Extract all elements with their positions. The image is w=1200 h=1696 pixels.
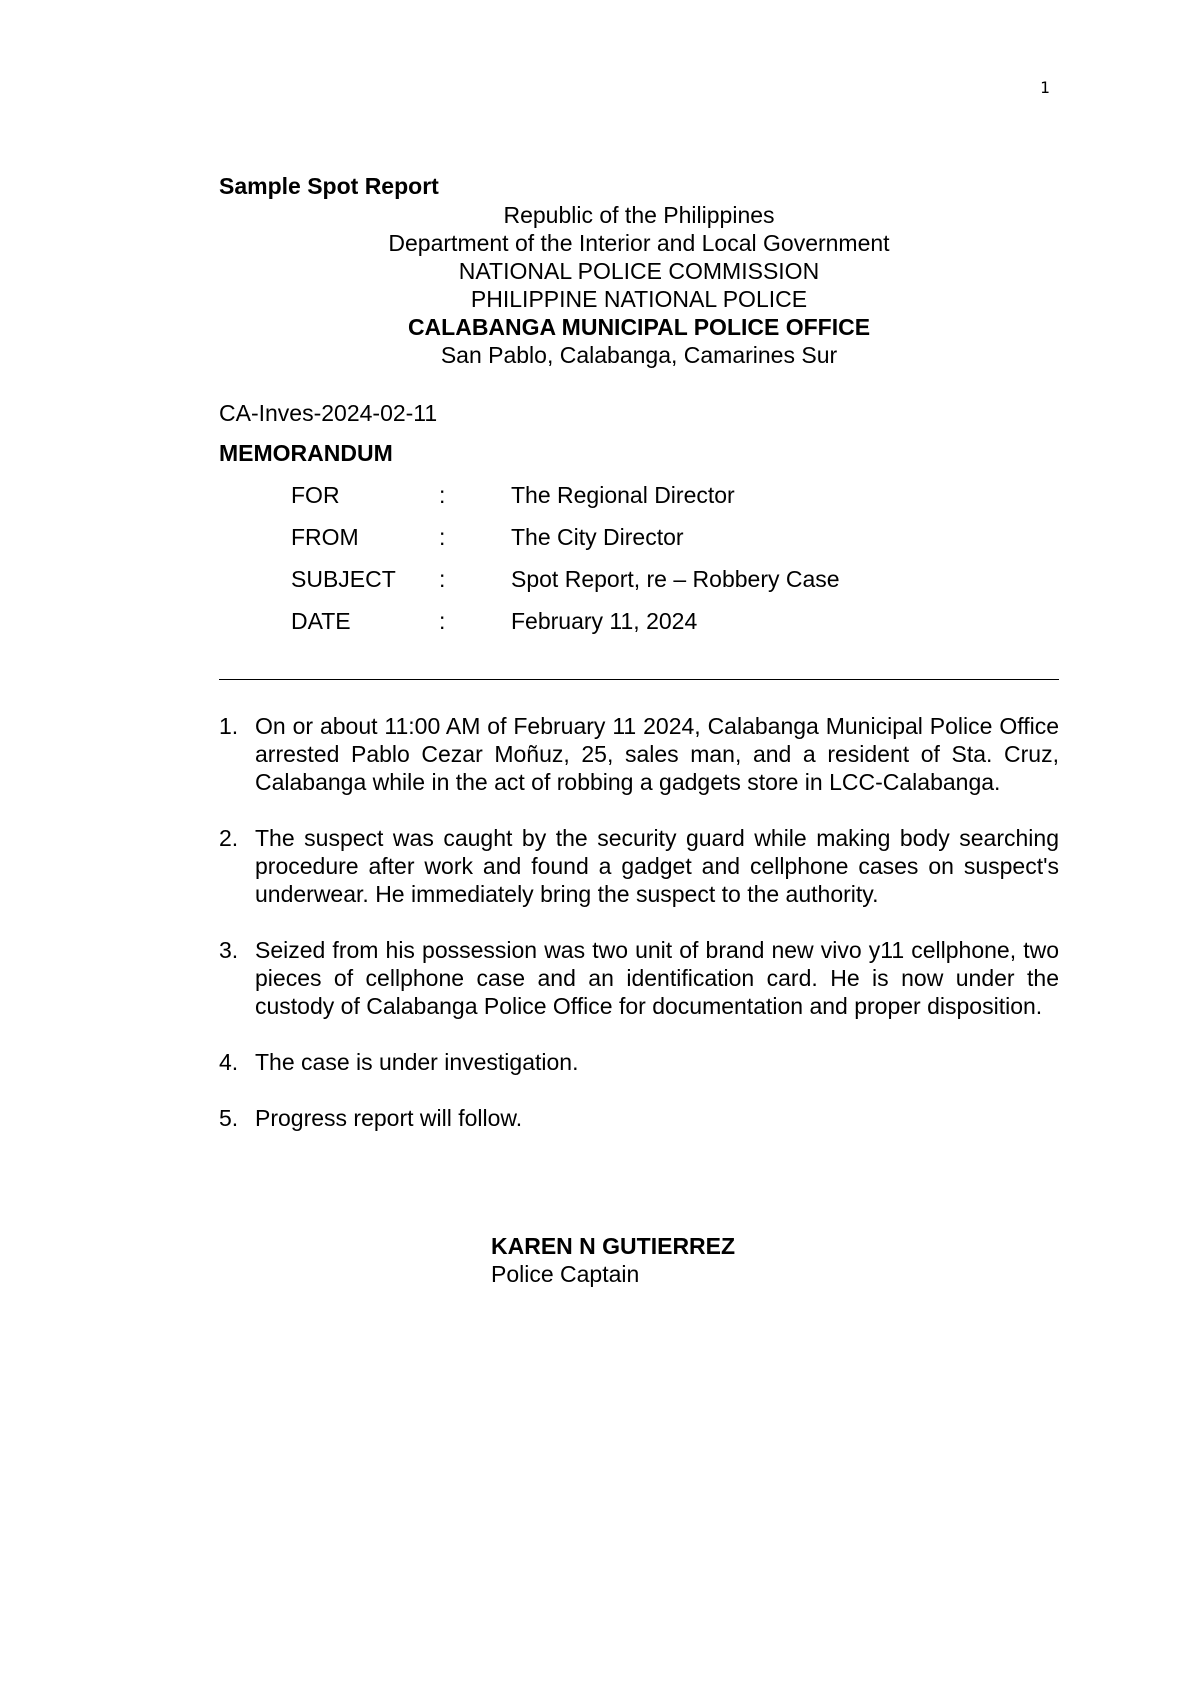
list-item: [219, 1104, 1059, 1132]
reference-number: CA-Inves-2024-02-11: [219, 400, 438, 426]
paragraph-number: 4.: [219, 1049, 239, 1075]
memo-field-value: The Regional Director: [511, 482, 735, 508]
memo-field-colon: :: [439, 482, 446, 508]
memo-field-from: [291, 523, 1059, 565]
letterhead-line: Department of the Interior and Local Government: [388, 230, 890, 256]
paragraph-number: 3.: [219, 937, 239, 963]
letterhead: [219, 201, 1059, 369]
memo-field-value: February 11, 2024: [511, 608, 698, 634]
signatory-rank: Police Captain: [491, 1261, 640, 1287]
memo-heading: MEMORANDUM: [219, 440, 393, 466]
office-address: San Pablo, Calabanga, Camarines Sur: [440, 342, 838, 368]
paragraph-text: On or about 11:00 AM of February 11 2024, Calabanga Municipal Police Office arrested Pablo Cezar Moñuz, 25, sales man, and a resident of Sta. Cruz, Calabanga while in the act of robbing a gadgets store in LCC-Calabanga.: [255, 713, 1059, 795]
horizontal-rule: [219, 651, 1059, 680]
memo-paragraphs: [219, 712, 1059, 1132]
letterhead-line: NATIONAL POLICE COMMISSION: [458, 258, 820, 284]
memo-field-for: [291, 481, 1059, 523]
paragraph-text: The suspect was caught by the security guard while making body searching procedure after work and found a gadget and cellphone cases on suspect's underwear. He immediately bring the suspect to the authority.: [255, 825, 1059, 907]
paragraph-number: 5.: [219, 1105, 239, 1131]
office-name: CALABANGA MUNICIPAL POLICE OFFICE: [407, 314, 871, 340]
paragraph-text: The case is under investigation.: [255, 1049, 579, 1075]
memo-field-value: The City Director: [511, 524, 684, 550]
memo-field-label: FOR: [291, 482, 340, 508]
paragraph-number: 1.: [219, 713, 239, 739]
letterhead-line: Republic of the Philippines: [503, 202, 775, 228]
memo-field-colon: :: [439, 566, 446, 592]
memo-fields: [291, 481, 1059, 649]
signatory-name: KAREN N GUTIERREZ: [491, 1233, 736, 1259]
page-number: 1: [1040, 78, 1050, 97]
signature-block: [491, 1232, 735, 1288]
memo-field-label: FROM: [291, 524, 359, 550]
list-item: [219, 936, 1059, 1020]
memo-field-value: Spot Report, re – Robbery Case: [511, 566, 840, 592]
paragraph-text: Seized from his possession was two unit of brand new vivo y11 cellphone, two pieces of cellphone case and an identification card. He is now under the custody of Calabanga Police Office for documentation and proper disposition.: [255, 937, 1059, 1019]
list-item: [219, 712, 1059, 796]
paragraph-text: Progress report will follow.: [255, 1105, 523, 1131]
letterhead-line: PHILIPPINE NATIONAL POLICE: [470, 286, 808, 312]
memo-field-subject: [291, 565, 1059, 607]
memo-field-label: DATE: [291, 608, 351, 634]
memo-field-date: [291, 607, 1059, 649]
memo-field-label: SUBJECT: [291, 566, 396, 592]
memo-field-colon: :: [439, 608, 446, 634]
memo-body: [219, 172, 1059, 1160]
memo-field-colon: :: [439, 524, 446, 550]
list-item: [219, 1048, 1059, 1076]
paragraph-number: 2.: [219, 825, 239, 851]
document-title: Sample Spot Report: [219, 173, 439, 199]
list-item: [219, 824, 1059, 908]
